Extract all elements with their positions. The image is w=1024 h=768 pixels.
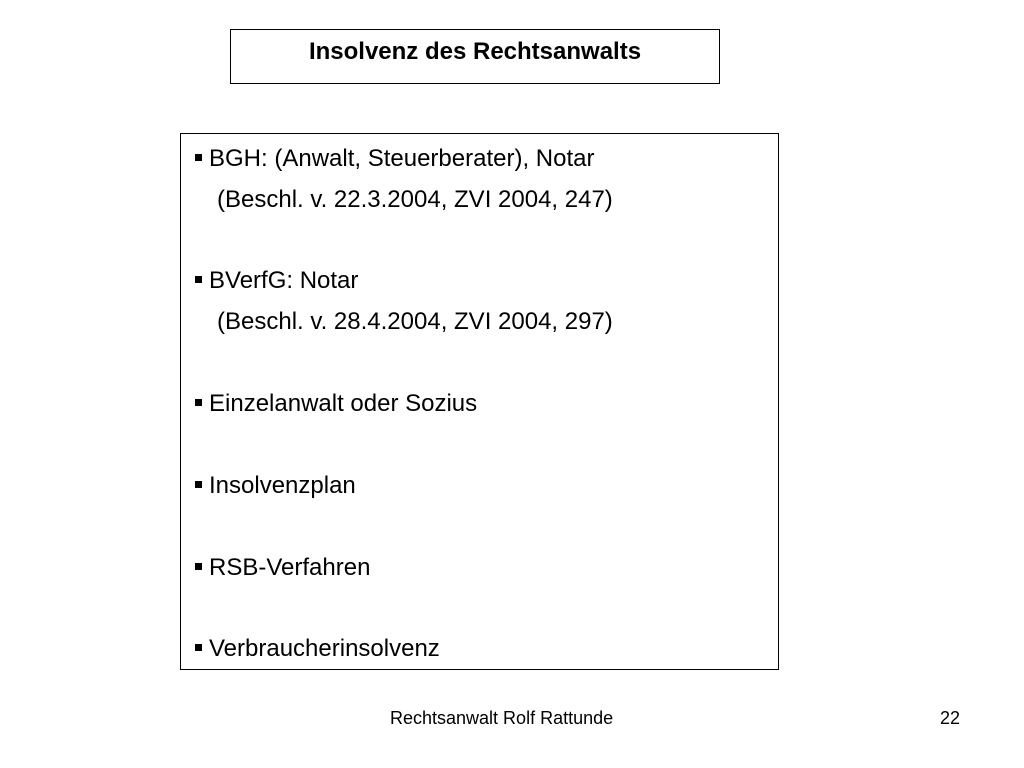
list-item: [195, 266, 358, 296]
list-item: [195, 553, 370, 583]
list-item-text: Insolvenzplan: [209, 472, 356, 499]
slide-title: Insolvenz des Rechtsanwalts: [308, 37, 642, 65]
content-box: [180, 133, 779, 670]
square-bullet-icon: [195, 399, 202, 406]
square-bullet-icon: [195, 481, 202, 488]
list-item-text: Einzelanwalt oder Sozius: [209, 390, 478, 417]
square-bullet-icon: [195, 276, 202, 283]
list-item-citation: (Beschl. v. 28.4.2004, ZVI 2004, 297): [217, 308, 613, 335]
list-item-text: RSB-Verfahren: [209, 554, 371, 581]
list-item: [195, 144, 594, 174]
list-item: [195, 634, 440, 664]
list-item-citation: (Beschl. v. 22.3.2004, ZVI 2004, 247): [217, 186, 613, 213]
list-item-text: BVerfG: Notar: [209, 267, 359, 294]
page-number: 22: [940, 708, 961, 728]
list-item-text: BGH: (Anwalt, Steuerberater), Notar: [209, 145, 595, 172]
list-item-text: Verbraucherinsolvenz: [209, 635, 440, 662]
list-item: [195, 471, 356, 501]
list-item-subtext: [195, 185, 613, 215]
title-box: [230, 29, 720, 84]
square-bullet-icon: [195, 563, 202, 570]
square-bullet-icon: [195, 644, 202, 651]
square-bullet-icon: [195, 154, 202, 161]
footer-author: Rechtsanwalt Rolf Rattunde: [390, 708, 614, 728]
list-item: [195, 389, 477, 419]
list-item-subtext: [195, 307, 613, 337]
